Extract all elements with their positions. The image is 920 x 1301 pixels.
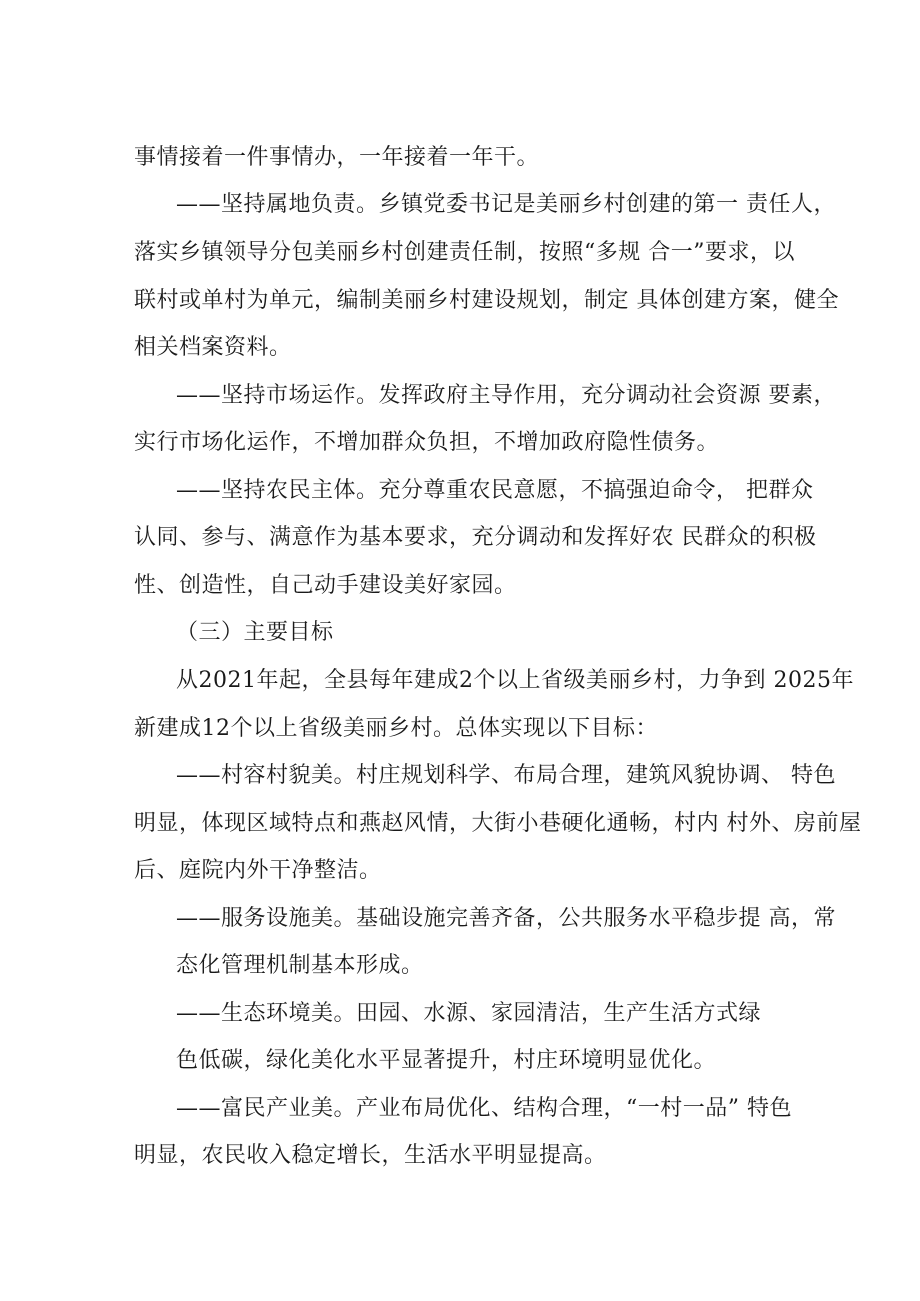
text-line-15: 明显，体现区域特点和燕赵风情，大街小巷硬化通畅，村内 村外、房前屋 xyxy=(134,811,862,836)
text-line-22: 明显，农民收入稳定增长，生活水平明显提高。 xyxy=(134,1143,607,1168)
text-line-13: 新建成12个以上省级美丽乡村。总体实现以下目标： xyxy=(134,716,658,741)
text-line-10: 性、创造性，自己动手建设美好家园。 xyxy=(134,573,517,598)
text-line-4: 联村或单村为单元，编制美丽乡村建设规划，制定 具体创建方案，健全 xyxy=(134,288,839,313)
text-line-17: ——服务设施美。基础设施完善齐备，公共服务水平稳步提 高，常 xyxy=(176,906,836,931)
text-line-8: ——坚持农民主体。充分尊重农民意愿，不搞强迫命令， 把群众 xyxy=(176,478,814,503)
text-line-7: 实行市场化运作，不增加群众负担，不增加政府隐性债务。 xyxy=(134,430,720,455)
text-line-21: ——富民产业美。产业布局优化、结构合理，“一村一品” 特色 xyxy=(176,1096,792,1121)
text-line-5: 相关档案资料。 xyxy=(134,335,292,360)
section-heading: （三）主要目标 xyxy=(176,620,334,645)
text-line-9: 认同、参与、满意作为基本要求，充分调动和发挥好农 民群众的积极 xyxy=(134,525,817,550)
text-line-14: ——村容村貌美。村庄规划科学、布局合理，建筑风貌协调、 特色 xyxy=(176,763,836,788)
text-line-18: 态化管理机制基本形成。 xyxy=(176,953,424,978)
text-line-2: ——坚持属地负责。乡镇党委书记是美丽乡村创建的第一 责任人， xyxy=(176,192,836,217)
text-line-12: 从2021年起，全县每年建成2个以上省级美丽乡村，力争到 2025年 xyxy=(176,668,854,693)
text-line-6: ——坚持市场运作。发挥政府主导作用，充分调动社会资源 要素， xyxy=(176,383,836,408)
text-line-1: 事情接着一件事情办，一年接着一年干。 xyxy=(134,145,540,170)
text-line-19: ——生态环境美。田园、水源、家园清洁，生产生活方式绿 xyxy=(176,1001,762,1026)
text-line-16: 后、庭院内外干净整洁。 xyxy=(134,858,382,883)
text-line-3: 落实乡镇领导分包美丽乡村创建责任制，按照“多规 合一”要求，以 xyxy=(134,240,795,265)
text-line-20: 色低碳，绿化美化水平显著提升，村庄环境明显优化。 xyxy=(176,1048,717,1073)
